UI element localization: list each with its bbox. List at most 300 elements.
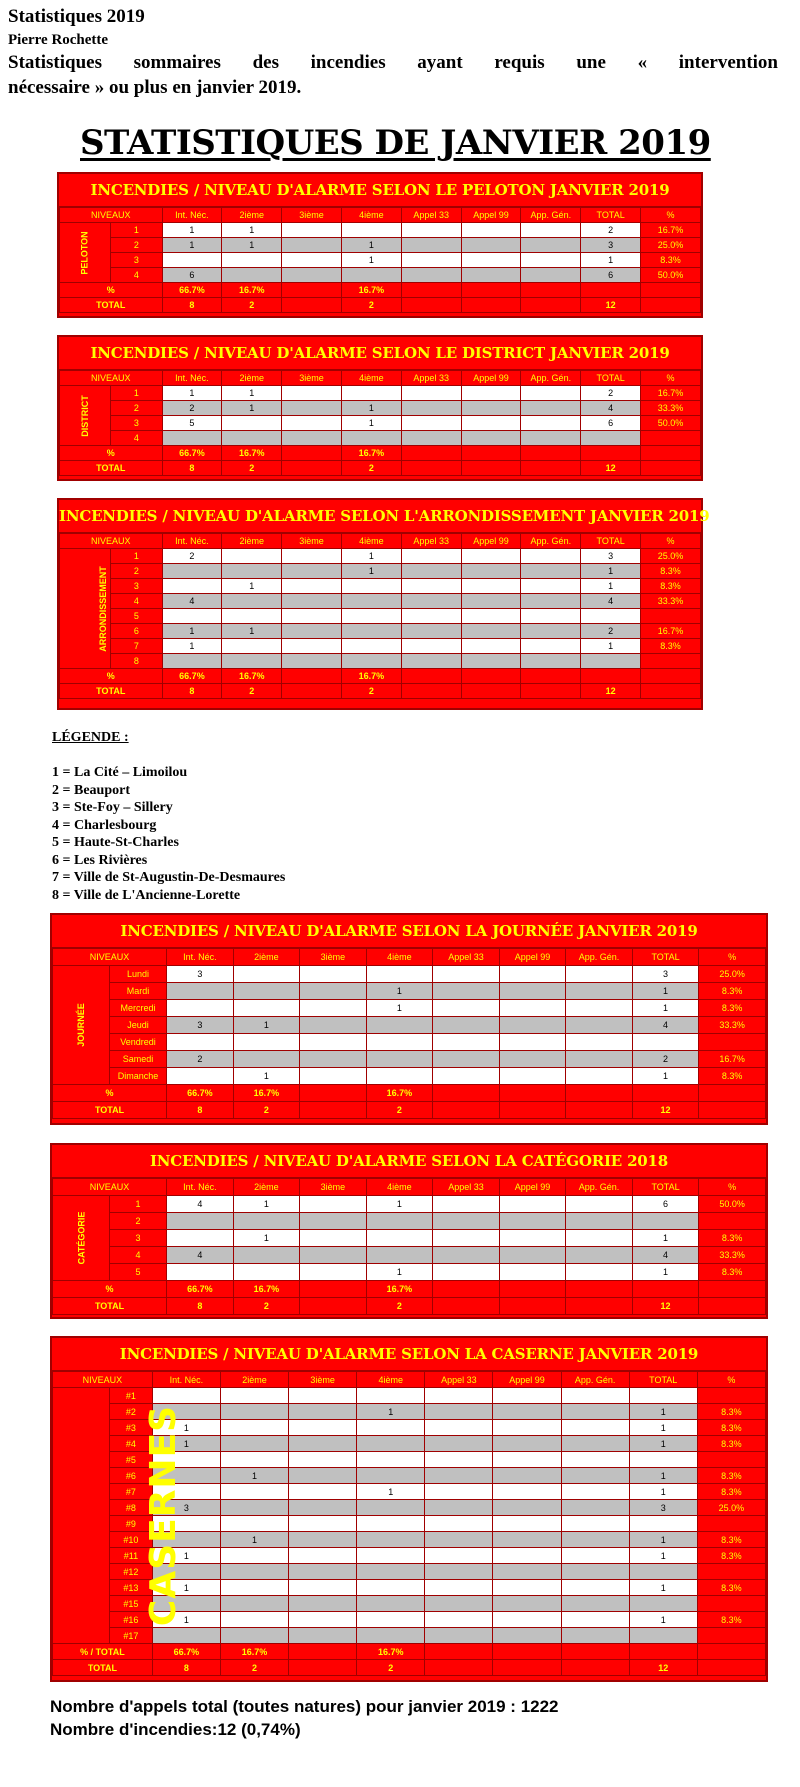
row-percent: 33.3% — [641, 594, 701, 609]
table-cell — [233, 1000, 300, 1017]
table-cell — [289, 1596, 357, 1612]
table-cell — [561, 1500, 629, 1516]
table-cell — [289, 1388, 357, 1404]
footer-label: % — [60, 446, 163, 461]
table-peloton — [57, 172, 703, 318]
table-cell — [167, 983, 234, 1000]
total-row — [53, 1102, 766, 1119]
table-cell — [521, 253, 581, 268]
row-percent: 16.7% — [641, 386, 701, 401]
footer-cell — [561, 1644, 629, 1660]
footer-cell: 8 — [167, 1102, 234, 1119]
table-cell — [282, 639, 342, 654]
percent-row — [60, 669, 701, 684]
table-cell — [366, 1051, 433, 1068]
table-cell — [566, 1017, 633, 1034]
table-row — [60, 594, 701, 609]
table-row — [53, 1628, 766, 1644]
table-cell — [566, 1247, 633, 1264]
table-cell — [289, 1500, 357, 1516]
footer-cell: 8 — [167, 1298, 234, 1315]
footer-cell: 2 — [220, 1660, 288, 1676]
table-cell — [282, 609, 342, 624]
table-cell — [566, 1034, 633, 1051]
table-cell — [561, 1596, 629, 1612]
footer-cell — [433, 1298, 500, 1315]
row-label: 4 — [111, 431, 162, 446]
table-cell: 1 — [629, 1612, 697, 1628]
row-label: #2 — [110, 1404, 153, 1420]
column-header: 4ième — [341, 208, 401, 223]
table-cell — [561, 1548, 629, 1564]
table-cell — [629, 1596, 697, 1612]
table-cell — [357, 1452, 425, 1468]
row-label: Mardi — [110, 983, 167, 1000]
table-cell — [222, 416, 282, 431]
footer-cell: 16.7% — [341, 283, 401, 298]
footer-cell — [641, 283, 701, 298]
footer-cell: 16.7% — [233, 1085, 300, 1102]
table-cell — [341, 579, 401, 594]
table-cell: 1 — [162, 223, 222, 238]
table-cell — [632, 1034, 699, 1051]
table-cell: 2 — [581, 223, 641, 238]
table-cell — [521, 238, 581, 253]
table-cell — [493, 1628, 561, 1644]
table-cell — [401, 594, 461, 609]
row-label: #5 — [110, 1452, 153, 1468]
table-cell: 1 — [233, 1196, 300, 1213]
table-cell — [493, 1596, 561, 1612]
stats-table — [52, 1371, 766, 1676]
table-arrondissement — [57, 498, 710, 710]
row-percent — [697, 1516, 765, 1532]
footer-cell — [641, 298, 701, 313]
table-cell — [461, 386, 521, 401]
table-cell: 1 — [341, 549, 401, 564]
table-cell: 1 — [629, 1532, 697, 1548]
footer-cell — [632, 1281, 699, 1298]
table-cell — [289, 1628, 357, 1644]
table-cell: 1 — [341, 253, 401, 268]
table-cell — [220, 1628, 288, 1644]
column-header: Appel 33 — [401, 371, 461, 386]
table-cell — [521, 594, 581, 609]
table-cell — [425, 1548, 493, 1564]
table-row — [53, 1051, 766, 1068]
table-cell — [425, 1388, 493, 1404]
table-row — [60, 579, 701, 594]
table-cell — [521, 609, 581, 624]
table-cell — [521, 416, 581, 431]
table-cell — [499, 1017, 566, 1034]
footer-cell — [282, 446, 342, 461]
column-header: Int. Néc. — [167, 949, 234, 966]
footer-cell — [521, 684, 581, 699]
table-cell — [493, 1516, 561, 1532]
table-cell — [357, 1388, 425, 1404]
row-percent: 8.3% — [697, 1532, 765, 1548]
table-cell: 1 — [233, 1068, 300, 1085]
row-percent: 33.3% — [699, 1247, 766, 1264]
table-cell — [401, 386, 461, 401]
table-cell — [461, 549, 521, 564]
table-cell — [499, 1247, 566, 1264]
footer-cell — [581, 283, 641, 298]
table-cell — [167, 1034, 234, 1051]
row-label: #11 — [110, 1548, 153, 1564]
table-cell — [425, 1452, 493, 1468]
column-header: TOTAL — [632, 949, 699, 966]
table-cell — [222, 654, 282, 669]
table-row — [60, 564, 701, 579]
table-cell — [425, 1484, 493, 1500]
footer-cell: 2 — [357, 1660, 425, 1676]
table-cell — [433, 1230, 500, 1247]
table-cell — [561, 1580, 629, 1596]
footer-label: % / TOTAL — [53, 1644, 153, 1660]
table-cell — [461, 639, 521, 654]
stats-table — [59, 533, 701, 699]
table-cell — [289, 1548, 357, 1564]
percent-row — [60, 283, 701, 298]
row-percent: 8.3% — [697, 1548, 765, 1564]
table-cell — [425, 1580, 493, 1596]
table-cell — [282, 268, 342, 283]
row-percent: 8.3% — [699, 1264, 766, 1281]
table-cell — [433, 983, 500, 1000]
table-cell: 1 — [632, 1068, 699, 1085]
row-percent: 33.3% — [641, 401, 701, 416]
row-percent: 50.0% — [641, 268, 701, 283]
row-label: #7 — [110, 1484, 153, 1500]
footer-cell — [401, 461, 461, 476]
footer-cell — [282, 283, 342, 298]
table-cell — [357, 1628, 425, 1644]
table-cell — [233, 983, 300, 1000]
table-cell — [167, 1264, 234, 1281]
row-label: 7 — [111, 639, 162, 654]
table-cell — [493, 1436, 561, 1452]
table-cell — [401, 654, 461, 669]
row-label: 1 — [111, 223, 162, 238]
row-percent: 33.3% — [699, 1017, 766, 1034]
footer-cell: 12 — [581, 461, 641, 476]
table-cell — [521, 639, 581, 654]
table-journee — [50, 913, 768, 1125]
table-cell: 4 — [581, 594, 641, 609]
table-cell — [222, 564, 282, 579]
table-cell: 4 — [167, 1196, 234, 1213]
footer-cell — [401, 298, 461, 313]
table-cell — [341, 624, 401, 639]
table-cell — [162, 579, 222, 594]
row-label: 1 — [110, 1196, 167, 1213]
row-percent — [641, 654, 701, 669]
footer-total-calls: Nombre d'appels total (toutes natures) pour janvier 2019 : 1222 — [50, 1697, 559, 1716]
table-row — [53, 1230, 766, 1247]
table-cell — [433, 1000, 500, 1017]
column-header: % — [641, 208, 701, 223]
table-cell — [289, 1532, 357, 1548]
table-row — [60, 609, 701, 624]
footer-cell: 12 — [632, 1102, 699, 1119]
column-header: Appel 33 — [401, 534, 461, 549]
table-cell — [566, 966, 633, 983]
legend-item: 2 = Beauport — [52, 782, 130, 798]
table-cell: 2 — [581, 624, 641, 639]
legend-item: 1 = La Cité – Limoilou — [52, 765, 188, 780]
table-title: INCENDIES / NIVEAU D'ALARME SELON LE DISTRICT JANVIER 2019 — [59, 337, 701, 370]
table-cell — [425, 1420, 493, 1436]
footer-cell — [282, 298, 342, 313]
row-label: #3 — [110, 1420, 153, 1436]
row-label: #10 — [110, 1532, 153, 1548]
table-cell — [401, 223, 461, 238]
table-cell — [300, 1213, 367, 1230]
table-cell — [341, 386, 401, 401]
row-percent: 8.3% — [699, 1230, 766, 1247]
table-cell — [499, 1034, 566, 1051]
table-cell — [493, 1452, 561, 1468]
footer-cell — [699, 1085, 766, 1102]
table-cell: 1 — [581, 253, 641, 268]
percent-row — [53, 1085, 766, 1102]
table-cell: 1 — [366, 1000, 433, 1017]
table-cell — [499, 1051, 566, 1068]
table-cell — [493, 1564, 561, 1580]
footer-cell: 16.7% — [366, 1085, 433, 1102]
column-header: TOTAL — [629, 1372, 697, 1388]
total-row — [60, 684, 701, 699]
table-cell — [425, 1516, 493, 1532]
table-cell: 1 — [233, 1017, 300, 1034]
table-cell — [566, 1196, 633, 1213]
table-cell — [162, 609, 222, 624]
table-cell — [401, 564, 461, 579]
footer-cell: 2 — [366, 1298, 433, 1315]
column-header: Appel 99 — [499, 949, 566, 966]
footer-label: TOTAL — [53, 1660, 153, 1676]
table-row — [60, 639, 701, 654]
header-row — [60, 208, 701, 223]
row-label: #6 — [110, 1468, 153, 1484]
column-header: 2ième — [233, 949, 300, 966]
header-row — [53, 1372, 766, 1388]
row-percent: 8.3% — [699, 1068, 766, 1085]
footer-cell — [521, 283, 581, 298]
table-cell — [425, 1532, 493, 1548]
table-cell: 1 — [366, 1264, 433, 1281]
table-cell: 1 — [222, 579, 282, 594]
table-cell — [222, 431, 282, 446]
group-label — [53, 966, 110, 1085]
table-cell — [220, 1612, 288, 1628]
row-label: #9 — [110, 1516, 153, 1532]
footer-label: TOTAL — [53, 1298, 167, 1315]
table-cell — [289, 1564, 357, 1580]
footer-cell: 66.7% — [162, 669, 222, 684]
table-cell: 1 — [222, 386, 282, 401]
row-percent: 25.0% — [699, 966, 766, 983]
row-label: #13 — [110, 1580, 153, 1596]
row-percent — [641, 431, 701, 446]
table-row — [60, 431, 701, 446]
footer-cell — [699, 1298, 766, 1315]
table-caserne — [50, 1336, 768, 1682]
footer-cell — [461, 684, 521, 699]
table-cell — [282, 624, 342, 639]
table-cell — [167, 1213, 234, 1230]
footer-cell: 16.7% — [341, 446, 401, 461]
column-header: 4ième — [341, 534, 401, 549]
column-header: Int. Néc. — [152, 1372, 220, 1388]
column-header: 3ième — [300, 1179, 367, 1196]
table-cell: 5 — [162, 416, 222, 431]
table-cell: 1 — [357, 1404, 425, 1420]
table-cell: 6 — [162, 268, 222, 283]
footer-cell — [289, 1660, 357, 1676]
row-label: 1 — [111, 549, 162, 564]
table-cell — [289, 1420, 357, 1436]
table-cell — [289, 1452, 357, 1468]
table-cell — [401, 416, 461, 431]
row-label: Dimanche — [110, 1068, 167, 1085]
table-cell — [167, 1230, 234, 1247]
legend-item: 7 = Ville de St-Augustin-De-Desmaures — [52, 870, 286, 885]
table-cell — [581, 431, 641, 446]
column-header: 4ième — [357, 1372, 425, 1388]
table-cell — [581, 654, 641, 669]
footer-cell — [697, 1660, 765, 1676]
table-cell — [493, 1612, 561, 1628]
footer-cell: 16.7% — [222, 669, 282, 684]
table-cell — [433, 1247, 500, 1264]
table-cell — [233, 966, 300, 983]
column-header: App. Gén. — [521, 534, 581, 549]
table-cell — [499, 1264, 566, 1281]
footer-cell: 2 — [222, 461, 282, 476]
table-cell — [521, 386, 581, 401]
row-percent: 8.3% — [697, 1612, 765, 1628]
table-cell — [357, 1516, 425, 1532]
table-cell — [289, 1612, 357, 1628]
footer-cell — [641, 669, 701, 684]
footer-cell: 2 — [222, 684, 282, 699]
column-header: 3ième — [289, 1372, 357, 1388]
group-label — [60, 223, 111, 283]
table-row — [53, 1213, 766, 1230]
column-header: % — [699, 949, 766, 966]
column-header: 2ième — [222, 534, 282, 549]
row-label: 3 — [110, 1230, 167, 1247]
footer-cell — [521, 669, 581, 684]
footer-cell — [629, 1644, 697, 1660]
table-cell — [493, 1580, 561, 1596]
row-label: Samedi — [110, 1051, 167, 1068]
table-row — [60, 386, 701, 401]
table-cell: 1 — [220, 1532, 288, 1548]
column-header: NIVEAUX — [60, 208, 163, 223]
table-cell — [222, 253, 282, 268]
table-row — [53, 1196, 766, 1213]
footer-cell — [461, 283, 521, 298]
table-cell — [561, 1564, 629, 1580]
table-cell: 4 — [162, 594, 222, 609]
footer-cell — [282, 684, 342, 699]
table-cell — [220, 1452, 288, 1468]
table-cell: 1 — [629, 1468, 697, 1484]
row-label: 2 — [111, 401, 162, 416]
table-cell — [341, 223, 401, 238]
table-cell — [289, 1516, 357, 1532]
column-header: TOTAL — [581, 208, 641, 223]
table-cell — [425, 1436, 493, 1452]
percent-row — [53, 1644, 766, 1660]
row-label: 4 — [111, 268, 162, 283]
table-cell: 1 — [341, 238, 401, 253]
table-cell — [366, 1017, 433, 1034]
footer-cell: 12 — [581, 298, 641, 313]
row-label: #16 — [110, 1612, 153, 1628]
group-label — [60, 386, 111, 446]
legend — [52, 730, 285, 904]
table-cell — [401, 624, 461, 639]
column-header: % — [699, 1179, 766, 1196]
column-header: Appel 99 — [499, 1179, 566, 1196]
table-cell — [357, 1596, 425, 1612]
table-cell: 4 — [167, 1247, 234, 1264]
table-cell — [461, 564, 521, 579]
column-header: 2ième — [222, 371, 282, 386]
footer-label: % — [60, 283, 163, 298]
footer-cell — [499, 1281, 566, 1298]
footer-label: % — [53, 1085, 167, 1102]
table-cell: 6 — [581, 268, 641, 283]
row-label: #15 — [110, 1596, 153, 1612]
table-cell — [521, 579, 581, 594]
table-cell — [433, 1051, 500, 1068]
table-cell — [366, 1230, 433, 1247]
table-cell — [566, 983, 633, 1000]
footer-label: TOTAL — [60, 298, 163, 313]
row-percent: 8.3% — [697, 1404, 765, 1420]
percent-row — [60, 446, 701, 461]
table-cell: 3 — [167, 966, 234, 983]
table-cell — [220, 1436, 288, 1452]
footer-cell — [566, 1298, 633, 1315]
table-cell: 3 — [629, 1500, 697, 1516]
table-cell — [433, 1213, 500, 1230]
row-percent — [697, 1628, 765, 1644]
table-cell: 3 — [632, 966, 699, 983]
footer-cell: 8 — [162, 298, 222, 313]
table-row — [53, 1247, 766, 1264]
table-cell — [282, 386, 342, 401]
table-cell — [222, 639, 282, 654]
row-percent: 25.0% — [641, 238, 701, 253]
table-cell — [499, 1213, 566, 1230]
legend-item: 6 = Les Rivières — [52, 852, 148, 868]
table-cell: 1 — [629, 1484, 697, 1500]
table-cell — [220, 1516, 288, 1532]
row-percent: 8.3% — [697, 1436, 765, 1452]
table-cell — [561, 1516, 629, 1532]
footer-label: % — [53, 1281, 167, 1298]
table-cell — [300, 1247, 367, 1264]
row-percent — [699, 1213, 766, 1230]
table-cell — [401, 401, 461, 416]
